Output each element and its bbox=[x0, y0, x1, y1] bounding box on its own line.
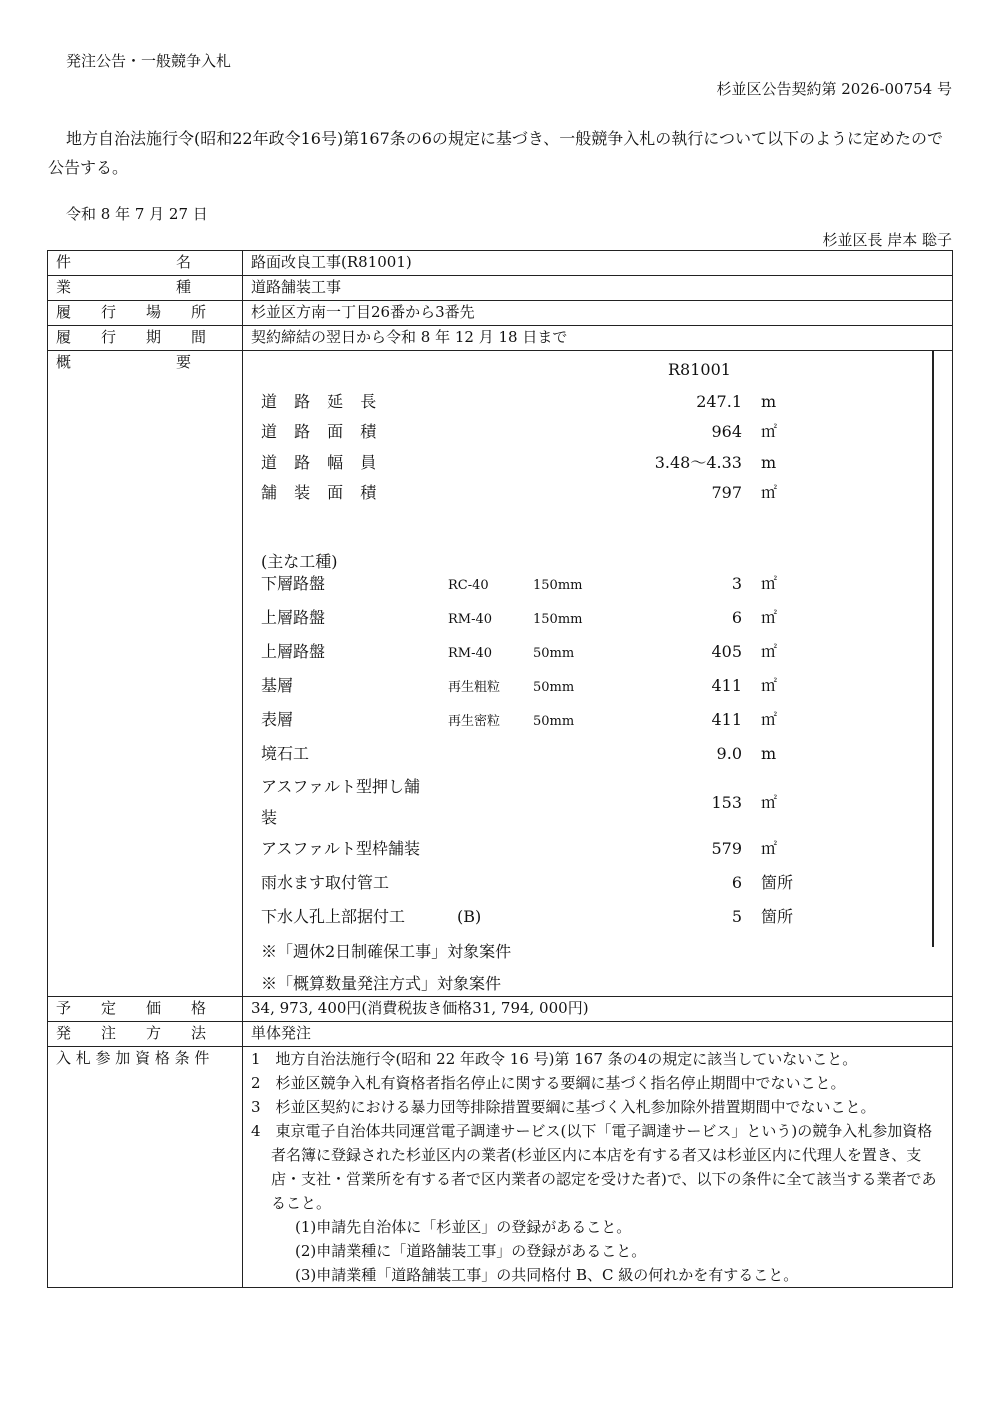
work-quantity: 579 bbox=[711, 839, 742, 858]
work-unit: 箇所 bbox=[761, 907, 794, 926]
work-material: RC-40 bbox=[448, 578, 489, 593]
value-cell: 道路舗装工事 bbox=[243, 276, 953, 301]
work-quantity: 5 bbox=[731, 907, 742, 926]
work-unit: ㎡ bbox=[761, 793, 778, 812]
work-thickness: 50mm bbox=[533, 646, 575, 661]
condition-subitem: (2)申請業種に「道路舗装工事」の登録があること。 bbox=[295, 1242, 647, 1260]
label-cell: 履 行 場 所 bbox=[48, 301, 243, 326]
row-name bbox=[48, 251, 953, 276]
row-period bbox=[48, 326, 953, 351]
work-name-cont: 装 bbox=[261, 808, 278, 827]
row-method bbox=[48, 1022, 953, 1047]
work-unit: ㎡ bbox=[761, 676, 778, 695]
spec-name: 道 路 延 長 bbox=[261, 392, 383, 411]
work-quantity: 411 bbox=[711, 676, 742, 695]
spec-unit: m bbox=[761, 392, 777, 411]
work-quantity: 411 bbox=[711, 710, 742, 729]
label-cell: 予 定 価 格 bbox=[48, 997, 243, 1022]
work-name: 雨水ます取付管工 bbox=[261, 873, 390, 892]
spec-unit: ㎡ bbox=[761, 422, 778, 441]
notice-date: 令和 8 年 7 月 27 日 bbox=[66, 205, 208, 223]
spec-value: 964 bbox=[711, 422, 742, 441]
work-quantity: 153 bbox=[711, 793, 742, 812]
condition-item: 1 地方自治法施行令(昭和 22 年政令 16 号)第 167 条の4の規定に該当していないこと。 bbox=[251, 1050, 858, 1068]
row-overview bbox=[48, 351, 953, 997]
spec-value: 797 bbox=[711, 483, 742, 502]
value-cell: 路面改良工事(R81001) bbox=[243, 251, 953, 276]
work-quantity: 9.0 bbox=[716, 744, 742, 763]
project-code: R81001 bbox=[668, 360, 731, 379]
work-unit: ㎡ bbox=[761, 839, 778, 858]
value-cell: 単体発注 bbox=[243, 1022, 953, 1047]
overview-panel bbox=[243, 351, 952, 996]
work-material: RM-40 bbox=[448, 646, 493, 661]
work-name: 表層 bbox=[261, 710, 294, 729]
label-cell: 件 名 bbox=[48, 251, 243, 276]
bid-details-table bbox=[47, 250, 953, 1288]
spec-value: 3.48～4.33 bbox=[654, 453, 742, 472]
note: ※「週休2日制確保工事」対象案件 bbox=[261, 942, 512, 961]
spec-name: 道 路 幅 員 bbox=[261, 453, 383, 472]
label-cell: 入 札 参 加 資 格 条 件 bbox=[48, 1047, 243, 1288]
value-cell: 杉並区方南一丁目26番から3番先 bbox=[243, 301, 953, 326]
work-name: アスファルト型枠舗装 bbox=[261, 839, 421, 858]
spec-value: 247.1 bbox=[696, 392, 742, 411]
work-quantity: 6 bbox=[731, 608, 742, 627]
row-location bbox=[48, 301, 953, 326]
work-name: 下層路盤 bbox=[261, 574, 326, 593]
work-material: 再生粗粒 bbox=[448, 680, 501, 695]
work-name: アスファルト型押し舗 bbox=[261, 777, 421, 796]
spec-unit: m bbox=[761, 453, 777, 472]
spec-name: 舗 装 面 積 bbox=[261, 483, 383, 502]
label-cell: 業 種 bbox=[48, 276, 243, 301]
work-quantity: 6 bbox=[731, 873, 742, 892]
work-material: RM-40 bbox=[448, 612, 493, 627]
conditions-cell bbox=[243, 1047, 953, 1288]
work-material: (B) bbox=[457, 907, 482, 926]
work-quantity: 405 bbox=[711, 642, 742, 661]
overview-cell bbox=[243, 351, 953, 997]
work-unit: 箇所 bbox=[761, 873, 794, 892]
work-quantity: 3 bbox=[731, 574, 742, 593]
spec-unit: ㎡ bbox=[761, 483, 778, 502]
work-name: 上層路盤 bbox=[261, 608, 326, 627]
work-name: 下水人孔上部据付工 bbox=[261, 907, 406, 926]
condition-item: 4 東京電子自治体共同運営電子調達サービス(以下「電子調達サービス」という)の競争入札参加資格者名簿に登録された杉並区内の業者(杉並区内に本店を有する者又は杉並区内に代理人を置き、支店・支社・営業所を有する者で区内業者の認定を受けた者)で、以下の条件に全て該当する業者であること。 bbox=[251, 1122, 937, 1212]
work-thickness: 150mm bbox=[533, 578, 583, 593]
value-cell: 契約締結の翌日から令和 8 年 12 月 18 日まで bbox=[243, 326, 953, 351]
work-name: 基層 bbox=[261, 676, 294, 695]
label-cell: 発 注 方 法 bbox=[48, 1022, 243, 1047]
work-unit: ㎡ bbox=[761, 574, 778, 593]
issuer: 杉並区長 岸本 聡子 bbox=[822, 231, 952, 249]
label-cell: 履 行 期 間 bbox=[48, 326, 243, 351]
value-cell: 34, 973, 400円(消費税抜き価格31, 794, 000円) bbox=[243, 997, 953, 1022]
row-price bbox=[48, 997, 953, 1022]
work-unit: ㎡ bbox=[761, 642, 778, 661]
work-thickness: 50mm bbox=[533, 680, 575, 695]
condition-item: 2 杉並区競争入札有資格者指名停止に関する要綱に基づく指名停止期間中でないこと。 bbox=[251, 1074, 846, 1092]
column-rule bbox=[932, 351, 934, 947]
row-category bbox=[48, 276, 953, 301]
spec-name: 道 路 面 積 bbox=[261, 422, 383, 441]
work-thickness: 150mm bbox=[533, 612, 583, 627]
work-material: 再生密粒 bbox=[448, 714, 501, 729]
document-type: 発注公告・一般競争入札 bbox=[66, 52, 232, 70]
work-thickness: 50mm bbox=[533, 714, 575, 729]
works-heading: (主な工種) bbox=[261, 552, 338, 571]
work-name: 境石工 bbox=[261, 744, 310, 763]
work-name: 上層路盤 bbox=[261, 642, 326, 661]
work-unit: ㎡ bbox=[761, 710, 778, 729]
condition-subitem: (1)申請先自治体に「杉並区」の登録があること。 bbox=[295, 1218, 632, 1236]
note: ※「概算数量発注方式」対象案件 bbox=[261, 974, 502, 993]
intro-paragraph: 地方自治法施行令(昭和22年政令16号)第167条の6の規定に基づき、一般競争入札の執行について以下のように定めたので公告する。 bbox=[48, 129, 943, 177]
condition-item: 3 杉並区契約における暴力団等排除措置要綱に基づく入札参加除外措置期間中でないこと。 bbox=[251, 1098, 876, 1116]
notice-number: 杉並区公告契約第 2026-00754 号 bbox=[716, 80, 952, 98]
row-conditions bbox=[48, 1047, 953, 1288]
work-unit: ㎡ bbox=[761, 608, 778, 627]
work-unit: m bbox=[761, 744, 777, 763]
label-cell: 概 要 bbox=[48, 351, 243, 997]
condition-subitem: (3)申請業種「道路舗装工事」の共同格付 B、C 級の何れかを有すること。 bbox=[295, 1266, 799, 1284]
